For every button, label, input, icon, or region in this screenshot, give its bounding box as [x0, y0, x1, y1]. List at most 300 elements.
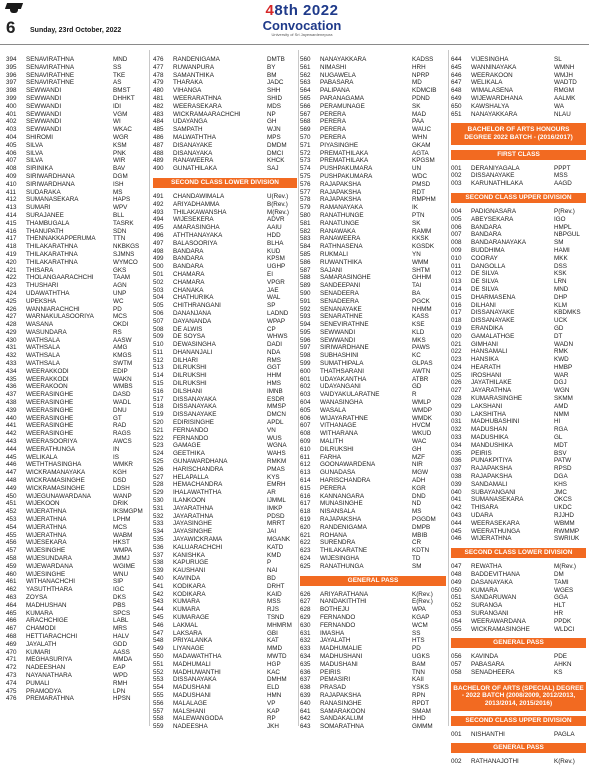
- graduate-initials: IN: [113, 445, 120, 453]
- graduate-number: 600: [300, 367, 311, 375]
- graduate-surname: MADAWATHTHA: [173, 652, 222, 660]
- graduate-number: 574: [300, 165, 311, 173]
- graduate-number: 578: [300, 196, 311, 204]
- graduate-number: 024: [451, 363, 462, 371]
- graduate-surname: KANISHKA: [173, 551, 205, 559]
- graduate-row: [6, 625, 145, 633]
- graduate-surname: WELIKALA: [26, 453, 58, 461]
- graduate-surname: THENNAKKAPPERUMA: [26, 235, 96, 243]
- graduate-number: 396: [6, 71, 17, 79]
- graduate-initials: AS: [113, 79, 122, 87]
- graduate-surname: PADIGNASARA: [471, 207, 517, 215]
- graduate-surname: KUMARA: [26, 609, 53, 617]
- graduate-row: [451, 270, 586, 278]
- section-header: BACHELOR OF ARTS HONOURS DEGREE 2022 BATCH - (2016/2017): [451, 123, 586, 144]
- graduate-surname: SAMARAKOON: [320, 707, 366, 715]
- graduate-initials: LPN: [113, 687, 126, 695]
- graduate-number: 455: [6, 531, 17, 539]
- graduate-number: 432: [6, 352, 17, 360]
- graduate-row: [153, 310, 297, 318]
- graduate-surname: GEETHIKA: [173, 450, 205, 458]
- graduate-initials: MD: [412, 79, 422, 87]
- graduate-row: [153, 583, 297, 591]
- graduate-surname: ARIYADHAMMA: [173, 200, 220, 208]
- graduate-row: [6, 430, 145, 438]
- graduate-row: [6, 220, 145, 228]
- graduate-number: 560: [300, 56, 311, 63]
- graduate-initials: PPPT: [554, 164, 571, 172]
- graduate-row: [300, 637, 446, 645]
- graduate-row: [6, 142, 145, 150]
- graduate-initials: WI: [113, 118, 121, 126]
- graduate-number: 504: [153, 294, 164, 302]
- graduate-number: 408: [6, 165, 17, 173]
- graduate-number: 590: [300, 289, 311, 297]
- graduate-surname: WEERASEKARA: [173, 102, 222, 110]
- graduate-number: 604: [300, 399, 311, 407]
- graduate-surname: THISARA: [26, 266, 54, 274]
- graduate-row: [6, 524, 145, 532]
- graduate-number: 472: [6, 664, 17, 672]
- graduate-surname: RANATUNGE: [320, 219, 360, 227]
- graduate-row: [451, 387, 586, 395]
- graduate-number: 405: [6, 141, 17, 149]
- graduate-initials: DHP: [554, 293, 568, 301]
- graduate-row: [153, 442, 297, 450]
- graduate-row: [153, 232, 297, 240]
- graduate-number: 044: [451, 519, 462, 527]
- graduate-initials: BAV: [113, 165, 126, 173]
- graduate-number: 407: [6, 157, 17, 165]
- graduate-number: 522: [153, 434, 164, 442]
- graduate-surname: FERNANDO: [173, 426, 209, 434]
- graduate-surname: PREMATHILAKA: [320, 157, 369, 165]
- graduate-initials: SK: [412, 219, 421, 227]
- graduate-row: [6, 329, 145, 337]
- graduate-number: 475: [6, 687, 17, 695]
- graduate-row: [451, 72, 586, 80]
- graduate-number: 394: [6, 56, 17, 63]
- graduate-row: [300, 524, 446, 532]
- graduate-initials: WADTD: [554, 79, 577, 87]
- graduate-surname: PERAMUNAGE: [320, 102, 365, 110]
- graduate-initials: WANP: [113, 492, 132, 500]
- graduate-number: 478: [153, 71, 164, 79]
- graduate-surname: KUMARAGE: [173, 613, 210, 621]
- graduate-number: 410: [6, 180, 17, 188]
- graduate-initials: NKBKGS: [113, 243, 140, 251]
- graduate-initials: RMK: [554, 348, 568, 356]
- graduate-initials: PGGDM: [412, 516, 436, 524]
- graduate-initials: TASRK: [113, 219, 134, 227]
- graduate-surname: EDIRISINGHE: [173, 419, 214, 427]
- graduate-row: [153, 263, 297, 271]
- graduate-number: 559: [153, 723, 164, 731]
- graduate-number: 048: [451, 571, 462, 579]
- graduate-number: 437: [6, 391, 17, 399]
- graduate-initials: WMJH: [554, 71, 573, 79]
- graduate-row: [300, 204, 446, 212]
- graduate-row: [153, 271, 297, 279]
- graduate-number: 427: [6, 313, 17, 321]
- graduate-row: [6, 313, 145, 321]
- graduate-surname: FERNANDO: [173, 434, 209, 442]
- graduate-surname: RUKMALI: [320, 250, 348, 258]
- graduate-row: [300, 306, 446, 314]
- graduate-initials: B(Rev.): [267, 200, 288, 208]
- graduate-initials: IS: [113, 453, 119, 461]
- graduate-initials: CR: [412, 539, 422, 547]
- graduate-row: [300, 196, 446, 204]
- graduate-number: 450: [6, 492, 17, 500]
- graduate-initials: KLD: [412, 328, 425, 336]
- graduate-surname: MADUSHANI: [173, 691, 211, 699]
- graduate-initials: WMDK: [412, 414, 432, 422]
- graduate-surname: JAYALATH: [320, 637, 351, 645]
- graduate-initials: AASW: [113, 336, 132, 344]
- section-header: SECOND CLASS UPPER DIVISION: [451, 716, 586, 726]
- graduate-initials: PDND: [412, 94, 430, 102]
- graduate-row: [451, 442, 586, 450]
- graduate-initials: KAC: [267, 668, 280, 676]
- graduate-row: [153, 481, 297, 489]
- graduate-row: [6, 56, 145, 64]
- graduate-number: 640: [300, 699, 311, 707]
- graduate-row: [451, 618, 586, 626]
- graduate-surname: KAUSHANI: [173, 567, 206, 575]
- graduate-initials: PMAS: [267, 465, 285, 473]
- graduate-initials: HVCM: [412, 422, 431, 430]
- graduate-initials: RGA: [554, 426, 568, 434]
- graduate-initials: MND: [554, 285, 569, 293]
- graduate-number: 495: [153, 224, 164, 232]
- graduate-row: [6, 422, 145, 430]
- graduate-surname: SURAJANEE: [26, 211, 64, 219]
- graduate-number: 498: [153, 247, 164, 255]
- issue-date: Sunday, 23rd October, 2022: [30, 27, 122, 34]
- graduate-row: [451, 317, 586, 325]
- graduate-number: 623: [300, 547, 311, 555]
- graduate-initials: SHH: [267, 87, 281, 95]
- graduate-row: [6, 571, 145, 579]
- graduate-initials: MKS: [412, 336, 426, 344]
- graduate-number: 448: [6, 477, 17, 485]
- graduate-surname: BUDDHIMA: [471, 246, 505, 254]
- graduate-initials: PPDK: [554, 617, 572, 625]
- graduate-surname: JAYARATHNA: [173, 504, 214, 512]
- graduate-surname: RATHANAJOTHI: [471, 758, 519, 766]
- graduate-initials: HPSN: [113, 695, 131, 703]
- graduate-row: [153, 567, 297, 575]
- graduate-row: [451, 535, 586, 543]
- graduate-row: [6, 656, 145, 664]
- graduate-initials: AMG: [113, 344, 128, 352]
- graduate-number: 054: [451, 617, 462, 625]
- graduate-initials: AGN: [113, 282, 127, 290]
- graduate-initials: TNN: [412, 668, 425, 676]
- graduate-surname: JAYASINGHE: [173, 520, 212, 528]
- graduate-initials: WMKR: [113, 461, 133, 469]
- graduate-surname: KUMARA: [173, 598, 200, 606]
- graduate-number: 406: [6, 149, 17, 157]
- graduate-initials: BY: [267, 63, 276, 71]
- graduate-surname: WEERAKKODI: [26, 367, 69, 375]
- convocation-logo: [242, 2, 362, 42]
- graduate-row: [153, 142, 297, 150]
- graduate-initials: KAT: [267, 637, 279, 645]
- graduate-number: 567: [300, 110, 311, 118]
- graduate-initials: RMS: [267, 356, 281, 364]
- graduate-initials: SP: [267, 302, 276, 310]
- graduate-row: [300, 126, 446, 134]
- graduate-surname: HANSAMALI: [471, 348, 508, 356]
- graduate-surname: FARHA: [320, 453, 341, 461]
- graduate-row: [6, 79, 145, 87]
- graduate-row: [153, 513, 297, 521]
- graduate-row: [300, 407, 446, 415]
- graduate-initials: WIR: [113, 157, 126, 165]
- graduate-surname: THILAKARATHNA: [26, 258, 78, 266]
- graduate-initials: LRN: [554, 278, 567, 286]
- graduate-row: [6, 173, 145, 181]
- graduate-initials: LDSH: [113, 484, 130, 492]
- graduate-row: [6, 298, 145, 306]
- graduate-surname: GIMHANI: [471, 340, 498, 348]
- graduate-row: [153, 614, 297, 622]
- graduate-number: 583: [300, 235, 311, 243]
- graduate-row: [153, 435, 297, 443]
- graduate-surname: THOLANGAARACHCHI: [26, 274, 94, 282]
- graduate-surname: REWATHA: [471, 563, 502, 571]
- graduate-surname: MALWATHTHA: [173, 133, 216, 141]
- graduate-row: [451, 95, 586, 103]
- graduate-surname: DE SILVA: [471, 285, 499, 293]
- graduate-initials: OKDI: [113, 321, 129, 329]
- graduate-row: [451, 379, 586, 387]
- graduate-number: 395: [6, 63, 17, 71]
- graduate-surname: SEWWANDI: [320, 328, 356, 336]
- graduate-row: [6, 485, 145, 493]
- graduate-number: 548: [153, 637, 164, 645]
- graduate-row: [153, 103, 297, 111]
- graduate-row: [300, 259, 446, 267]
- graduate-surname: WITHARANA: [320, 430, 358, 438]
- graduate-row: [451, 263, 586, 271]
- graduate-initials: SM: [412, 562, 422, 570]
- graduate-number: 609: [300, 438, 311, 446]
- graduate-row: [451, 512, 586, 520]
- graduate-initials: PMSD: [412, 180, 431, 188]
- graduate-surname: DE SILVA: [471, 278, 499, 286]
- graduate-surname: UDAWATHTHA: [26, 289, 70, 297]
- graduate-surname: BANDARANAYAKA: [471, 239, 527, 247]
- graduate-number: 599: [300, 360, 311, 368]
- graduate-surname: GUNADASA: [320, 469, 356, 477]
- graduate-initials: WMM: [412, 258, 429, 266]
- graduate-row: [300, 422, 446, 430]
- graduate-number: 049: [451, 578, 462, 586]
- column-2: [153, 56, 297, 731]
- graduate-number: 546: [153, 621, 164, 629]
- graduate-initials: WADL: [113, 399, 131, 407]
- graduate-number: 547: [153, 629, 164, 637]
- graduate-initials: BA: [412, 289, 421, 297]
- graduate-row: [6, 493, 145, 501]
- graduate-surname: RANASINGHE: [320, 699, 362, 707]
- graduate-row: [300, 87, 446, 95]
- graduate-surname: MALALAGE: [173, 699, 207, 707]
- graduate-initials: KGR: [412, 484, 426, 492]
- graduate-initials: K(Rev.): [554, 758, 575, 766]
- graduate-row: [300, 173, 446, 181]
- graduate-row: [6, 321, 145, 329]
- graduate-number: 514: [153, 372, 164, 380]
- graduate-number: 398: [6, 87, 17, 95]
- graduate-number: 562: [300, 71, 311, 79]
- graduate-surname: KAWSHALYA: [471, 102, 510, 110]
- graduate-number: 554: [153, 684, 164, 692]
- graduate-initials: YN: [412, 250, 421, 258]
- graduate-row: [300, 72, 446, 80]
- graduate-surname: SAMANTHIKA: [173, 71, 214, 79]
- graduate-number: 539: [153, 567, 164, 575]
- graduate-surname: DILRUKSHI: [173, 372, 207, 380]
- column-1: [6, 56, 145, 703]
- graduate-surname: CHITHRANGANI: [173, 302, 221, 310]
- graduate-surname: MADUSHANI: [320, 660, 358, 668]
- graduate-row: [300, 715, 446, 723]
- graduate-initials: RPDT: [412, 699, 430, 707]
- graduate-surname: UPEKSHA: [26, 297, 57, 305]
- graduate-number: 431: [6, 344, 17, 352]
- graduate-initials: HMS: [267, 380, 281, 388]
- graduate-initials: MSS: [267, 598, 281, 606]
- graduate-surname: MALEWANGODA: [173, 715, 224, 723]
- graduate-initials: WAHS: [267, 450, 286, 458]
- graduate-row: [300, 700, 446, 708]
- graduate-initials: MZF: [412, 453, 425, 461]
- graduate-row: [153, 333, 297, 341]
- graduate-initials: MMSP: [267, 403, 286, 411]
- graduate-initials: KAID: [267, 590, 282, 598]
- graduate-surname: MADHUSHAN: [26, 601, 67, 609]
- graduate-surname: MUNASINGHE: [320, 500, 363, 508]
- graduate-surname: NUGAWELA: [320, 71, 356, 79]
- graduate-number: 443: [6, 438, 17, 446]
- graduate-surname: CHATHURIKA: [173, 294, 214, 302]
- graduate-number: 540: [153, 575, 164, 582]
- graduate-number: 635: [300, 660, 311, 668]
- graduate-initials: NHMM: [412, 305, 432, 313]
- graduate-surname: THARAKA: [173, 79, 203, 87]
- graduate-number: 636: [300, 668, 311, 676]
- graduate-initials: WPD: [113, 671, 128, 679]
- graduate-number: 610: [300, 445, 311, 453]
- graduate-initials: HHM: [267, 372, 282, 380]
- graduate-row: [451, 180, 586, 188]
- graduate-surname: SEWWANDI: [26, 118, 62, 126]
- graduate-initials: WGES: [554, 586, 574, 594]
- graduate-row: [153, 520, 297, 528]
- graduate-row: [153, 474, 297, 482]
- graduate-surname: RANDENIGAMA: [173, 56, 220, 63]
- graduate-number: 505: [153, 302, 164, 310]
- graduate-number: 586: [300, 258, 311, 266]
- graduate-number: 581: [300, 219, 311, 227]
- graduate-number: 649: [451, 94, 462, 102]
- graduate-surname: GAMAGE: [173, 442, 201, 450]
- graduate-row: [153, 552, 297, 560]
- graduate-number: 481: [153, 94, 164, 102]
- graduate-row: [153, 622, 297, 630]
- graduate-initials: MSS: [554, 172, 568, 180]
- graduate-initials: HI: [554, 418, 561, 426]
- graduate-number: 001: [451, 164, 462, 172]
- graduate-row: [153, 302, 297, 310]
- graduate-number: 058: [451, 668, 462, 676]
- graduate-initials: GDD: [113, 640, 127, 648]
- graduate-number: 570: [300, 133, 311, 141]
- graduate-row: [300, 461, 446, 469]
- graduate-number: 509: [153, 333, 164, 341]
- graduate-initials: MCS: [113, 313, 127, 321]
- graduate-surname: DASANAYAKA: [471, 578, 513, 586]
- graduate-number: 615: [300, 484, 311, 492]
- graduate-surname: DISANAYAKE: [173, 141, 213, 149]
- graduate-number: 512: [153, 356, 164, 364]
- graduate-initials: DSS: [554, 262, 567, 270]
- graduate-surname: PRIYALANKA: [173, 637, 213, 645]
- graduate-row: [300, 360, 446, 368]
- graduate-initials: HALV: [113, 632, 129, 640]
- graduate-number: 430: [6, 336, 17, 344]
- graduate-surname: WATHSALA: [26, 336, 60, 344]
- graduate-number: 538: [153, 559, 164, 567]
- graduate-row: [6, 290, 145, 298]
- graduate-initials: IMKP: [267, 504, 283, 512]
- graduate-number: 563: [300, 79, 311, 87]
- graduate-row: [300, 376, 446, 384]
- graduate-row: [451, 239, 586, 247]
- graduate-row: [300, 321, 446, 329]
- graduate-initials: BMST: [113, 87, 131, 95]
- graduate-row: [6, 87, 145, 95]
- graduate-initials: NAI: [267, 567, 278, 575]
- graduate-row: [6, 516, 145, 524]
- graduate-surname: RANAWAKA: [320, 227, 356, 235]
- graduate-surname: WIJESEKERA: [173, 216, 214, 224]
- graduate-surname: DISSANAYAKA: [173, 395, 217, 403]
- graduate-number: 047: [451, 563, 462, 571]
- graduate-number: 630: [300, 621, 311, 629]
- graduate-row: [153, 126, 297, 134]
- graduate-initials: ISH: [113, 180, 124, 188]
- graduate-initials: GD: [554, 324, 564, 332]
- graduate-surname: DISSANAYAKE: [471, 317, 515, 325]
- graduate-number: 633: [300, 645, 311, 653]
- graduate-row: [6, 586, 145, 594]
- graduate-surname: VIJESINGHA: [471, 56, 509, 63]
- graduate-number: 416: [6, 227, 17, 235]
- graduate-initials: KKSK: [412, 235, 429, 243]
- graduate-surname: BALASOORIYA: [173, 239, 218, 247]
- graduate-initials: KUD: [267, 247, 281, 255]
- graduate-number: 459: [6, 562, 17, 570]
- graduate-initials: GGA: [554, 594, 568, 602]
- page-number: 6: [6, 18, 16, 37]
- graduate-surname: JAYATHILAKE: [471, 379, 512, 387]
- graduate-initials: IMNB: [267, 387, 283, 395]
